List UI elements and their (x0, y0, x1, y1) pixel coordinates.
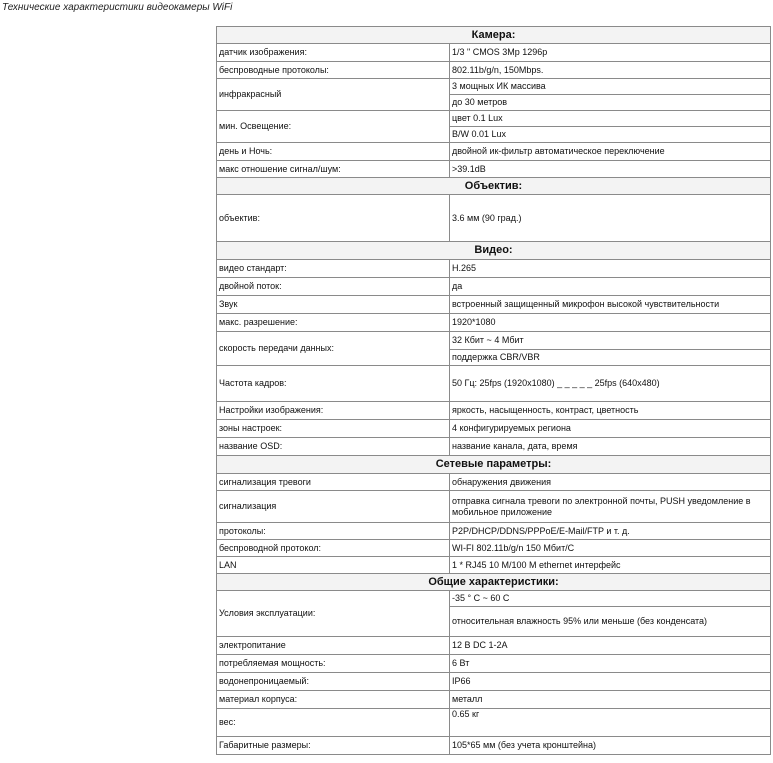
spec-label-resolution: макс. разрешение: (217, 314, 450, 332)
spec-value-wireless: 802.11b/g/n, 150Mbps. (450, 62, 771, 79)
spec-value-sensor: 1/3 " CMOS 3Mp 1296p (450, 44, 771, 62)
spec-value-sound: встроенный защищенный микрофон высокой чувствительности (450, 296, 771, 314)
spec-label-lens: объектив: (217, 195, 450, 242)
spec-value-bitrate-2: поддержка CBR/VBR (450, 350, 771, 366)
spec-label-ir: инфракрасный (217, 79, 450, 111)
spec-value-power: 12 В DC 1-2A (450, 637, 771, 655)
section-header-camera: Камера: (217, 27, 771, 44)
spec-label-fps: Частота кадров: (217, 366, 450, 402)
spec-label-osd: название OSD: (217, 438, 450, 456)
spec-value-protocols: P2P/DHCP/DDNS/PPPoE/E-Mail/FTP и т. д. (450, 523, 771, 540)
spec-label-signal: сигнализация (217, 491, 450, 523)
section-header-network: Сетевые параметры: (217, 456, 771, 474)
spec-value-housing: металл (450, 691, 771, 709)
spec-label-standard: видео стандарт: (217, 260, 450, 278)
spec-value-lux-2: B/W 0.01 Lux (450, 127, 771, 143)
spec-value-standard: H.265 (450, 260, 771, 278)
spec-value-alarm: обнаружения движения (450, 474, 771, 491)
page-title: Технические характеристики видеокамеры WiFi (2, 2, 233, 13)
spec-label-sensor: датчик изображения: (217, 44, 450, 62)
spec-value-lan: 1 * RJ45 10 M/100 M ethernet интерфейс (450, 557, 771, 574)
spec-label-power: электропитание (217, 637, 450, 655)
spec-value-lens: 3.6 мм (90 град.) (450, 195, 771, 242)
spec-value-waterproof: IP66 (450, 673, 771, 691)
spec-value-wifi: WI-FI 802.11b/g/n 150 Мбит/С (450, 540, 771, 557)
spec-label-housing: материал корпуса: (217, 691, 450, 709)
spec-label-wifi: беспроводной протокол: (217, 540, 450, 557)
spec-label-weight: вес: (217, 709, 450, 737)
spec-label-bitrate: скорость передачи данных: (217, 332, 450, 366)
spec-label-snr: макс отношение сигнал/шум: (217, 161, 450, 178)
spec-value-resolution: 1920*1080 (450, 314, 771, 332)
spec-label-lan: LAN (217, 557, 450, 574)
spec-value-ir-1: 3 мощных ИК массива (450, 79, 771, 95)
section-header-video: Видео: (217, 242, 771, 260)
spec-label-conditions: Условия эксплуатации: (217, 591, 450, 637)
spec-label-wireless: беспроводные протоколы: (217, 62, 450, 79)
spec-value-image: яркость, насыщенность, контраст, цветность (450, 402, 771, 420)
spec-label-alarm: сигнализация тревоги (217, 474, 450, 491)
spec-value-bitrate-1: 32 Кбит ~ 4 Мбит (450, 332, 771, 350)
spec-label-protocols: протоколы: (217, 523, 450, 540)
spec-label-daynight: день и Ночь: (217, 143, 450, 161)
spec-value-dimensions: 105*65 мм (без учета кронштейна) (450, 737, 771, 755)
spec-label-image: Настройки изображения: (217, 402, 450, 420)
spec-value-osd: название канала, дата, время (450, 438, 771, 456)
spec-value-daynight: двойной ик-фильтр автоматическое переключение (450, 143, 771, 161)
spec-label-zones: зоны настроек: (217, 420, 450, 438)
spec-label-dimensions: Габаритные размеры: (217, 737, 450, 755)
spec-value-fps: 50 Гц: 25fps (1920x1080) _ _ _ _ _ 25fps (640x480) (450, 366, 771, 402)
spec-label-dual: двойной поток: (217, 278, 450, 296)
spec-value-conditions-1: -35 ° C ~ 60 C (450, 591, 771, 607)
section-header-lens: Объектив: (217, 178, 771, 195)
spec-value-ir-2: до 30 метров (450, 95, 771, 111)
spec-value-dual: да (450, 278, 771, 296)
spec-label-waterproof: водонепроницаемый: (217, 673, 450, 691)
spec-value-consumption: 6 Вт (450, 655, 771, 673)
spec-table (216, 26, 771, 755)
spec-label-sound: Звук (217, 296, 450, 314)
spec-value-signal: отправка сигнала тревоги по электронной почты, PUSH уведомление в мобильное приложение (450, 491, 771, 523)
spec-value-zones: 4 конфигурируемых региона (450, 420, 771, 438)
spec-value-conditions-2: относительная влажность 95% или меньше (без конденсата) (450, 607, 771, 637)
spec-value-snr: >39.1dB (450, 161, 771, 178)
spec-value-lux-1: цвет 0.1 Lux (450, 111, 771, 127)
spec-value-weight: 0.65 кг (450, 709, 771, 737)
section-header-general: Общие характеристики: (217, 574, 771, 591)
spec-label-lux: мин. Освещение: (217, 111, 450, 143)
spec-label-consumption: потребляемая мощность: (217, 655, 450, 673)
